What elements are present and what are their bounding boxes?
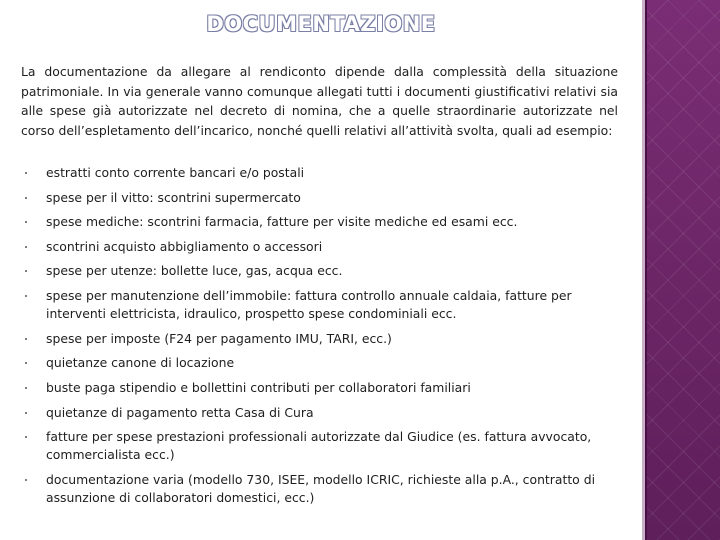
list-item-text: estratti conto corrente bancari e/o postali bbox=[46, 165, 305, 180]
list-item-text: spese mediche: scontrini farmacia, fatture per visite mediche ed esami ecc. bbox=[46, 214, 518, 230]
list-item bbox=[21, 428, 621, 464]
bullet-icon bbox=[25, 387, 27, 389]
list-item bbox=[21, 238, 621, 256]
list-item-text: spese per il vitto: scontrini supermercato bbox=[46, 189, 301, 205]
list-item-text: scontrini acquisto abbigliamento o accessori bbox=[46, 238, 323, 254]
list-item-text: quietanze di pagamento retta Casa di Cura bbox=[46, 404, 314, 420]
list-item bbox=[21, 213, 621, 231]
bullet-icon bbox=[25, 246, 27, 248]
bullet-icon bbox=[25, 197, 27, 199]
documents-list bbox=[21, 164, 621, 514]
bullet-icon bbox=[25, 295, 27, 297]
list-item-text: fatture per spese prestazioni professionali autorizzate dal Giudice (es. fattura avvocato, commercialista ecc.) bbox=[46, 429, 592, 463]
bullet-icon bbox=[25, 362, 27, 364]
list-item-text: buste paga stipendio e bollettini contributi per collaboratori familiari bbox=[46, 379, 471, 395]
bullet-icon bbox=[25, 172, 27, 174]
list-item-text: quietanze canone di locazione bbox=[46, 355, 235, 371]
band-pattern bbox=[647, 0, 720, 540]
bullet-icon bbox=[25, 221, 27, 223]
list-item bbox=[21, 262, 621, 280]
list-item bbox=[21, 189, 621, 207]
decorative-side-band bbox=[642, 0, 720, 540]
bullet-icon bbox=[25, 436, 27, 438]
list-item-text: spese per imposte (F24 per pagamento IMU, TARI, ecc.) bbox=[46, 330, 392, 346]
list-item bbox=[21, 330, 621, 348]
list-item-text: spese per manutenzione dell’immobile: fattura controllo annuale caldaia, fatture per interventi elettricista, idraulico, prospetto spese condominiali ecc. bbox=[46, 287, 572, 322]
list-item bbox=[21, 404, 621, 422]
list-item-text: spese per utenze: bollette luce, gas, acqua ecc. bbox=[46, 263, 343, 279]
list-item-text: documentazione varia (modello 730, ISEE, modello ICRIC, richieste alla p.A., contratto di assunzione di collaboratori domestici, ecc.) bbox=[46, 471, 596, 506]
list-item bbox=[21, 471, 621, 507]
list-item bbox=[21, 354, 621, 372]
bullet-icon bbox=[25, 270, 27, 272]
bullet-icon bbox=[25, 479, 27, 481]
slide-title: DOCUMENTAZIONE bbox=[206, 12, 436, 36]
bullet-icon bbox=[25, 412, 27, 414]
intro-paragraph: La documentazione da allegare al rendiconto dipende dalla complessità della situazione patrimoniale. In via generale vanno comunque allegati tutti i documenti giustificativi relativi sia alle spese già autorizzate nel decreto di nomina, che a quelle straordinarie autorizzate nel corso dell’espletamento dell’incarico, nonché quelli relativi all’attività svolta, quali ad esempio: bbox=[21, 64, 618, 138]
bullet-icon bbox=[25, 338, 27, 340]
list-item bbox=[21, 164, 621, 182]
list-item bbox=[21, 379, 621, 397]
list-item bbox=[21, 287, 621, 323]
